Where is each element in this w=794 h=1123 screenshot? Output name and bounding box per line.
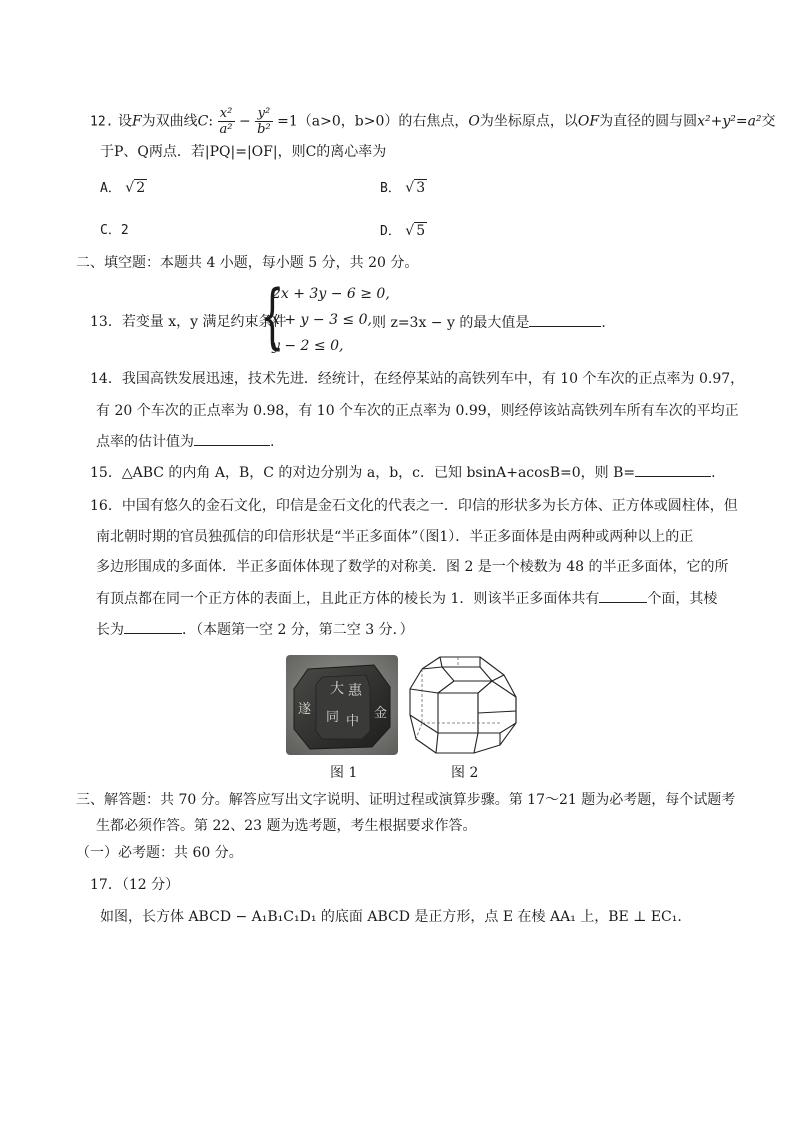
edge bbox=[410, 689, 438, 693]
minus-sign: − bbox=[238, 113, 251, 130]
sqrt-symbol: √ 5 bbox=[405, 223, 426, 239]
q12-option-b bbox=[380, 178, 427, 199]
q12-var: x²+y²=a² bbox=[697, 113, 762, 130]
seal-char: 金 bbox=[374, 706, 388, 721]
fraction-y2-b2 bbox=[255, 106, 273, 137]
q14-text: 点率的估计值为 bbox=[96, 434, 194, 450]
section-3-line1: 三、解答题：共 70 分。解答应写出文字说明、证明过程或演算步骤。第 17～21 题为必考题，每个试题考 bbox=[76, 792, 736, 808]
seal-char: 中 bbox=[346, 714, 360, 729]
numerator: y² bbox=[255, 106, 273, 122]
q12-text: =1（a>0，b>0）的右焦点， bbox=[277, 113, 469, 130]
q16-text: 长为 bbox=[96, 622, 124, 638]
period: . bbox=[711, 465, 716, 481]
front-face bbox=[438, 693, 478, 733]
period: . bbox=[601, 315, 606, 331]
seal-char: 同 bbox=[326, 710, 340, 725]
hidden-edge bbox=[416, 723, 422, 739]
q16-line3: 多边形围成的多面体．半正多面体体现了数学的对称美．图 2 是一个棱数为 48 的半正多面体，它的所 bbox=[96, 559, 729, 575]
q13-text: 则 z=3x − y 的最大值是 bbox=[372, 315, 530, 331]
radicand: 3 bbox=[416, 180, 426, 196]
q15-line bbox=[90, 462, 716, 483]
answer-blank-faces[interactable] bbox=[599, 588, 647, 603]
option-label: B． bbox=[380, 181, 401, 196]
q14-line2: 有 20 个车次的正点率为 0.98，有 10 个车次的正点率为 0.99，则经停该站高铁列车所有车次的平均正 bbox=[96, 403, 739, 419]
figure-1-caption: 图 1 bbox=[330, 765, 358, 781]
answer-blank[interactable] bbox=[194, 431, 270, 446]
q12-text: 为坐标原点，以 bbox=[479, 113, 578, 130]
q16-line2: 南北朝时期的官员独孤信的印信形状是“半正多面体”（图1）．半正多面体是由两种或两种以上的正 bbox=[96, 529, 694, 545]
q12-option-a bbox=[100, 178, 147, 199]
q12-line1 bbox=[90, 106, 776, 137]
q13-suffix bbox=[372, 312, 606, 333]
q12-text: 为双曲线 bbox=[141, 113, 198, 130]
edge bbox=[474, 733, 478, 753]
q12-text: 交 bbox=[761, 113, 776, 130]
edge bbox=[492, 675, 504, 681]
section-3-line2: 生都必须作答。第 22、23 题为选考题，考生根据要求作答。 bbox=[96, 818, 477, 834]
top-face bbox=[442, 667, 492, 681]
edge bbox=[436, 733, 438, 753]
answer-blank-edge[interactable] bbox=[124, 619, 182, 634]
right-face bbox=[478, 681, 516, 733]
q16-text: ．（本题第一空 2 分，第二空 3 分．） bbox=[182, 622, 414, 638]
q14-line1: 14．我国高铁发展迅速，技术先进．经统计，在经停某站的高铁列车中，有 10 个车次的正点率为 0.97， bbox=[90, 371, 745, 387]
edge bbox=[478, 711, 516, 713]
q12-text: 设 bbox=[117, 113, 132, 130]
radicand: 2 bbox=[136, 180, 146, 196]
q16-text: 个面，其棱 bbox=[647, 591, 718, 607]
answer-blank[interactable] bbox=[529, 312, 601, 327]
constraint-3: y − 2 ≤ 0, bbox=[272, 338, 344, 354]
q17-header: 17．（12 分） bbox=[90, 877, 180, 893]
polyhedron-diagram bbox=[408, 653, 520, 757]
numerator: x² bbox=[218, 106, 235, 122]
answer-blank[interactable] bbox=[635, 462, 711, 477]
radicand: 5 bbox=[416, 223, 426, 239]
seal-photo bbox=[286, 655, 398, 755]
q16-text: 有顶点都在同一个正方体的表面上，且此正方体的棱长为 1．则该半正多面体共有 bbox=[96, 591, 600, 607]
constraint-2: x + y − 3 ≤ 0, bbox=[272, 312, 372, 328]
q17-body: 如图，长方体 ABCD − A₁B₁C₁D₁ 的底面 ABCD 是正方形，点 E 在棱 AA₁ 上，BE ⊥ EC₁. bbox=[100, 909, 682, 925]
q12-option-d bbox=[380, 221, 427, 242]
denominator: b² bbox=[257, 122, 271, 137]
q16-line4 bbox=[96, 588, 717, 609]
denominator: a² bbox=[219, 122, 233, 137]
q12-number: 12. bbox=[90, 114, 114, 130]
q13-prefix: 13．若变量 x，y 满足约束条件 bbox=[90, 314, 287, 330]
sqrt-symbol: √ 3 bbox=[405, 180, 426, 196]
fraction-x2-a2 bbox=[218, 106, 235, 137]
seal-photo-graphic bbox=[286, 655, 398, 755]
seal-char: 惠 bbox=[348, 683, 362, 699]
option-label: A． bbox=[100, 181, 121, 196]
q12-var: F bbox=[131, 113, 142, 130]
q16-line5 bbox=[96, 619, 414, 640]
q16-line1: 16．中国有悠久的金石文化，印信是金石文化的代表之一．印信的形状多为长方体、正方体或圆柱体，但 bbox=[90, 498, 738, 514]
q15-text: 15．△ABC 的内角 A，B，C 的对边分别为 a，b，c．已知 bsinA+acosB=0，则 B= bbox=[90, 465, 636, 481]
q12-text: 为直径的圆与圆 bbox=[599, 113, 698, 130]
sqrt-symbol: √ 2 bbox=[125, 180, 146, 196]
q12-line2: 于P、Q两点．若|PQ|=|OF|，则C的离心率为 bbox=[100, 144, 387, 160]
q14-line3 bbox=[96, 431, 274, 452]
constraint-1: 2x + 3y − 6 ≥ 0, bbox=[272, 286, 390, 302]
option-label: D． bbox=[380, 224, 401, 239]
q12-option-c: C．2 bbox=[100, 223, 129, 238]
q12-text: : bbox=[208, 113, 214, 130]
q12-var: OF bbox=[577, 113, 600, 130]
left-brace: { bbox=[260, 275, 285, 357]
section-2-heading: 二、填空题：本题共 4 小题，每小题 5 分，共 20 分。 bbox=[76, 255, 419, 271]
seal-char: 遂 bbox=[298, 702, 312, 717]
q12-var: O bbox=[468, 113, 480, 130]
period: . bbox=[270, 434, 275, 450]
seal-char: 大 bbox=[330, 681, 344, 697]
q12-var: C bbox=[197, 113, 209, 130]
figure-2-caption: 图 2 bbox=[451, 765, 479, 781]
edge bbox=[440, 657, 442, 667]
edge bbox=[438, 681, 454, 693]
subsection-required: （一）必考题：共 60 分。 bbox=[76, 845, 243, 861]
